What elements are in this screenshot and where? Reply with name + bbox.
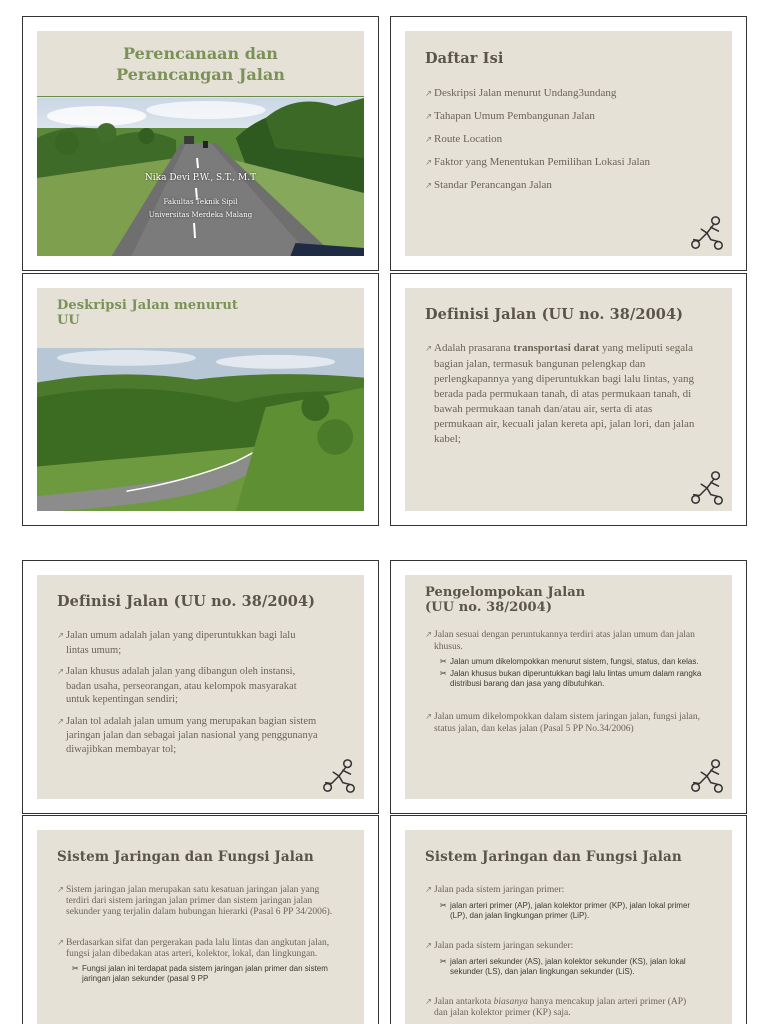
list-item: ↗ Jalan umum dikelompokkan dalam sistem jaringan jalan, fungsi jalan, status jalan, dan kelas jalan (Pasal 5 PP No.34/2006) [425,712,700,734]
presentation-title: Perencanaan dan Perancangan Jalan [116,44,285,84]
arrow-bullet-icon: ↗ [57,631,65,641]
definition-list [57,629,320,764]
scissors-bullet-icon: ✂ [440,901,447,910]
university-name: Universitas Merdeka Malang [148,211,253,219]
sub-list-item: ✂ jalan arteri sekunder (AS), jalan kolektor sekunder (KS), jalan lokal sekunder (LS), dan jalan lingkungan sekunder (LiS). [440,957,686,976]
list-item: ↗ Jalan sesuai dengan peruntukannya terdiri atas jalan umum dan jalan khusus. ✂ Jalan umum dikelompokkan menurut sistem, fungsi, status, dan kelas. ✂ Jalan khusus bukan diperuntukkan bagi lalu lintas umum dalam rangka distribusi barang dan jasa yang dibutuhkan. [425,630,702,688]
slide-thumbnail-5[interactable] [22,560,379,814]
arrow-bullet-icon: ↗ [57,716,65,727]
list-item: ↗ Jalan pada sistem jaringan primer: ✂ jalan arteri primer (AP), jalan kolektor primer (KP), jalan lokal primer (LP), dan jalan lingkungan primer (LiP). [425,885,702,921]
network-types-list [425,885,702,1019]
list-item: ↗ Standar Perancangan Jalan [425,179,552,191]
road-photo [37,98,364,256]
slide-7 [37,830,364,1024]
slide-title: Deskripsi Jalan menurut UU [57,298,238,328]
sub-list [440,901,702,921]
arrow-bullet-icon: ↗ [425,112,433,122]
list-item: ↗ Jalan antarkota biasanya hanya mencakup jalan arteri primer (AP) dan jalan kolektor primer (KP) saja. [425,997,687,1018]
arrow-bullet-icon: ↗ [425,181,433,191]
sub-list [440,657,702,689]
arrow-bullet-icon: ↗ [425,997,433,1007]
runner-icon [688,469,726,507]
slide-thumbnail-8[interactable] [390,815,747,1024]
road-image [37,348,364,511]
scissors-bullet-icon: ✂ [72,964,79,973]
arrow-bullet-icon: ↗ [425,89,433,99]
slide-8 [405,830,732,1024]
author-name: Nika Devi P.W., S.T., M.T [144,173,257,183]
arrow-bullet-icon: ↗ [425,135,433,145]
sub-list [72,964,338,984]
arrow-bullet-icon: ↗ [425,941,433,951]
slide-thumbnail-1[interactable] [22,16,379,271]
list-item: ↗ Jalan pada sistem jaringan sekunder: ✂ jalan arteri sekunder (AS), jalan kolektor sekunder (KS), jalan lokal sekunder (LS), dan jalan lingkungan sekunder (LiS). [425,941,702,977]
slide-2 [405,31,732,256]
definition-list [425,341,702,447]
sub-list-item: ✂ Jalan khusus bukan diperuntukkan bagi lalu lintas umum dalam rangka distribusi barang dan jasa yang dibutuhkan. [440,669,702,688]
list-item: ↗ Tahapan Umum Pembangunan Jalan [425,110,595,122]
list-item: ↗ Faktor yang Menentukan Pemilihan Lokasi Jalan [425,156,650,168]
scissors-bullet-icon: ✂ [440,957,447,966]
arrow-bullet-icon: ↗ [57,938,65,948]
slide-title: Definisi Jalan (UU no. 38/2004) [57,593,316,610]
slide-6 [405,575,732,799]
arrow-bullet-icon: ↗ [425,712,433,722]
slide-3 [37,288,364,511]
arrow-bullet-icon: ↗ [425,344,433,354]
slide-title: Sistem Jaringan dan Fungsi Jalan [57,849,314,865]
faculty-name: Fakultas Teknik Sipil [163,198,238,206]
slide-thumbnail-3[interactable] [22,273,379,526]
list-item: ↗ Sistem jaringan jalan merupakan satu kesatuan jaringan jalan yang terdiri dari sistem jaringan jalan primer dan sistem jaringan jalan sekunder yang terjalin dalam hubungan hierarki (Pasal 6 PP 34/2006). [57,885,333,917]
sub-list-item: ✂ Fungsi jalan ini terdapat pada sistem jaringan jalan primer dan sistem jaringan jalan sekunder (pasal 9 PP [72,964,328,983]
list-item: ↗ Adalah prasarana transportasi darat yang meliputi segala bagian jalan, termasuk bangunan pelengkap dan perlengkapannya yang diperuntukkan bagi lalu lintas, yang berada pada permukaan tanah, di atas permukaan tanah, di bawah permukaan tanah dan/atau air, serta di atas permukaan air, kecuali jalan kereta api, jalan lori, dan jalan kabel; [425,342,695,445]
network-list [57,885,338,987]
slide-thumbnail-7[interactable] [22,815,379,1024]
slide-title: Pengelompokan Jalan (UU no. 38/2004) [425,585,586,615]
slide-title: Daftar Isi [425,50,504,67]
slide-4 [405,288,732,511]
slide-thumbnail-6[interactable] [390,560,747,814]
list-item: ↗ Deskripsi Jalan menurut Undang3undang [425,87,617,99]
arrow-bullet-icon: ↗ [425,158,433,168]
arrow-bullet-icon: ↗ [57,667,65,677]
sub-list-item: ✂ jalan arteri primer (AP), jalan kolektor primer (KP), jalan lokal primer (LP), dan jalan lingkungan primer (LiP). [440,901,691,920]
slide-title: Sistem Jaringan dan Fungsi Jalan [425,849,682,865]
runner-icon [688,214,726,252]
runner-icon [688,757,726,795]
title-box [37,31,364,97]
slide-5 [37,575,364,799]
scissors-bullet-icon: ✂ [440,657,447,666]
curved-road-photo [37,348,364,511]
list-item: ↗ Berdasarkan sifat dan pergerakan pada lalu lintas dan angkutan jalan, fungsi jalan dibedakan atas arteri, kolektor, lokal, dan lingkungan. ✂ Fungsi jalan ini terdapat pada sistem jaringan jalan primer dan sistem jaringan jalan sekunder (pasal 9 PP [57,938,338,984]
sub-list-item: ✂ Jalan umum dikelompokkan menurut sistem, fungsi, status, dan kelas. [440,657,699,666]
slide-thumbnail-4[interactable] [390,273,747,526]
list-item: ↗ Jalan khusus adalah jalan yang dibangun oleh instansi, badan usaha, perseorangan, atau kelompok masyarakat untuk kepentingan sendiri; [57,666,297,705]
runner-icon [320,757,358,795]
arrow-bullet-icon: ↗ [425,885,433,895]
list-item: ↗ Jalan umum adalah jalan yang diperuntukkan bagi lalu lintas umum; [57,630,296,656]
sub-list [440,957,702,977]
slide-title: Definisi Jalan (UU no. 38/2004) [425,306,684,323]
grouping-list [425,629,702,735]
arrow-bullet-icon: ↗ [425,630,433,640]
list-item: ↗ Jalan tol adalah jalan umum yang merupakan bagian sistem jaringan jalan dan sebagai jalan nasional yang penggunanya diwajibkan membayar tol; [57,715,318,755]
scissors-bullet-icon: ✂ [440,669,447,678]
toc-list [425,86,718,201]
arrow-bullet-icon: ↗ [57,885,65,895]
slide-1 [37,31,364,256]
slide-thumbnail-2[interactable] [390,16,747,271]
list-item: ↗ Route Location [425,133,503,145]
